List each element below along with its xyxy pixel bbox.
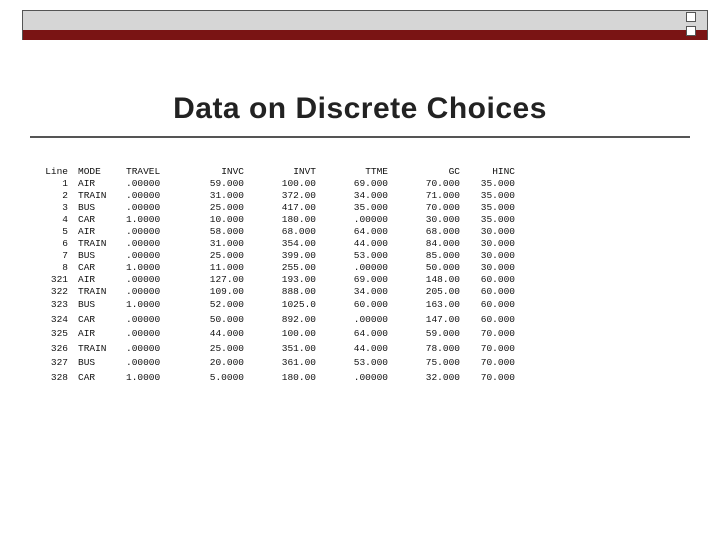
cell-line: 323 — [50, 299, 68, 310]
cell-line: 328 — [50, 371, 68, 383]
cell-invt: 351.00 — [281, 342, 316, 354]
cell-gc: 68.000 — [425, 226, 460, 237]
cell-ttme: 34.000 — [353, 286, 388, 297]
cell-line: 326 — [50, 342, 68, 354]
cell-travel: 1.0000 — [126, 262, 161, 273]
cell-mode: AIR — [78, 328, 96, 339]
header-mode: MODE — [78, 166, 101, 177]
header-invt: INVT — [293, 166, 316, 177]
header-line: Line — [45, 166, 68, 177]
cell-travel: .00000 — [126, 286, 161, 297]
cell-mode: BUS — [78, 250, 96, 261]
cell-travel: .00000 — [126, 328, 161, 339]
cell-invc: 11.000 — [209, 262, 244, 273]
cell-mode: TRAIN — [78, 238, 107, 249]
table-row — [30, 298, 515, 313]
table-row — [30, 356, 515, 371]
cell-hinc: 70.000 — [480, 371, 515, 383]
cell-mode: AIR — [78, 274, 96, 285]
cell-invt: 399.00 — [281, 250, 316, 261]
header-travel: TRAVEL — [126, 166, 161, 177]
cell-invt: 1025.0 — [281, 299, 316, 310]
cell-invc: 58.000 — [209, 226, 244, 237]
cell-travel: .00000 — [126, 226, 161, 237]
corner-decoration — [686, 12, 706, 40]
cell-ttme: 69.000 — [353, 178, 388, 189]
cell-gc: 71.000 — [425, 190, 460, 201]
cell-invt: 100.00 — [281, 328, 316, 339]
corner-square-top — [686, 12, 696, 22]
table-row — [30, 214, 515, 226]
cell-travel: .00000 — [126, 190, 161, 201]
cell-hinc: 60.000 — [480, 299, 515, 310]
table-row — [30, 202, 515, 214]
cell-gc: 50.000 — [425, 262, 460, 273]
cell-invc: 52.000 — [209, 299, 244, 310]
cell-invc: 59.000 — [209, 178, 244, 189]
table-body — [30, 178, 515, 385]
cell-invc: 44.000 — [209, 328, 244, 339]
table-header-row — [30, 166, 515, 178]
cell-mode: CAR — [78, 214, 96, 225]
cell-hinc: 60.000 — [480, 274, 515, 285]
cell-mode: TRAIN — [78, 286, 107, 297]
cell-line: 327 — [50, 357, 68, 368]
cell-mode: BUS — [78, 202, 96, 213]
table-row — [30, 178, 515, 190]
cell-hinc: 70.000 — [480, 328, 515, 339]
cell-line: 6 — [62, 238, 68, 249]
table-row — [30, 313, 515, 328]
table-row — [30, 262, 515, 274]
header-band — [22, 10, 708, 40]
title-underline — [30, 136, 690, 138]
cell-invt: 354.00 — [281, 238, 316, 249]
cell-gc: 163.00 — [425, 299, 460, 310]
cell-gc: 70.000 — [425, 178, 460, 189]
cell-invc: 25.000 — [209, 342, 244, 354]
cell-ttme: .00000 — [353, 262, 388, 273]
cell-mode: BUS — [78, 299, 96, 310]
header-ttme: TTME — [365, 166, 388, 177]
cell-hinc: 60.000 — [480, 286, 515, 297]
cell-hinc: 35.000 — [480, 190, 515, 201]
cell-invc: 10.000 — [209, 214, 244, 225]
cell-travel: 1.0000 — [126, 371, 161, 383]
cell-invt: 372.00 — [281, 190, 316, 201]
cell-gc: 59.000 — [425, 328, 460, 339]
cell-ttme: 69.000 — [353, 274, 388, 285]
cell-invt: 180.00 — [281, 214, 316, 225]
cell-mode: AIR — [78, 226, 96, 237]
cell-hinc: 35.000 — [480, 178, 515, 189]
cell-ttme: .00000 — [353, 214, 388, 225]
cell-hinc: 70.000 — [480, 342, 515, 354]
cell-mode: TRAIN — [78, 342, 107, 354]
cell-line: 4 — [62, 214, 68, 225]
cell-invt: 180.00 — [281, 371, 316, 383]
cell-gc: 84.000 — [425, 238, 460, 249]
cell-mode: AIR — [78, 178, 96, 189]
cell-line: 1 — [62, 178, 68, 189]
cell-travel: .00000 — [126, 313, 161, 325]
cell-gc: 70.000 — [425, 202, 460, 213]
cell-line: 3 — [62, 202, 68, 213]
cell-line: 321 — [50, 274, 68, 285]
cell-gc: 78.000 — [425, 342, 460, 354]
cell-invc: 31.000 — [209, 238, 244, 249]
cell-hinc: 60.000 — [480, 313, 515, 325]
cell-ttme: 35.000 — [353, 202, 388, 213]
cell-invc: 25.000 — [209, 250, 244, 261]
cell-invc: 20.000 — [209, 357, 244, 368]
cell-line: 8 — [62, 262, 68, 273]
cell-ttme: 53.000 — [353, 357, 388, 368]
cell-travel: 1.0000 — [126, 299, 161, 310]
table-row — [30, 190, 515, 202]
cell-travel: 1.0000 — [126, 214, 161, 225]
table-row — [30, 250, 515, 262]
cell-invt: 255.00 — [281, 262, 316, 273]
cell-mode: TRAIN — [78, 190, 107, 201]
cell-gc: 85.000 — [425, 250, 460, 261]
slide-title: Data on Discrete Choices — [173, 92, 547, 125]
cell-line: 7 — [62, 250, 68, 261]
header-hinc: HINC — [492, 166, 515, 177]
cell-gc: 148.00 — [425, 274, 460, 285]
cell-travel: .00000 — [126, 178, 161, 189]
cell-invt: 100.00 — [281, 178, 316, 189]
cell-travel: .00000 — [126, 202, 161, 213]
table-row — [30, 327, 515, 342]
cell-ttme: .00000 — [353, 313, 388, 325]
cell-invc: 127.00 — [209, 274, 244, 285]
cell-hinc: 70.000 — [480, 357, 515, 368]
discrete-choice-table — [30, 166, 515, 385]
cell-line: 324 — [50, 313, 68, 325]
table-row — [30, 238, 515, 250]
cell-gc: 32.000 — [425, 371, 460, 383]
table-row — [30, 274, 515, 286]
table-row — [30, 371, 515, 386]
cell-ttme: 60.000 — [353, 299, 388, 310]
cell-ttme: 64.000 — [353, 328, 388, 339]
cell-ttme: .00000 — [353, 371, 388, 383]
cell-hinc: 35.000 — [480, 214, 515, 225]
cell-hinc: 30.000 — [480, 238, 515, 249]
cell-travel: .00000 — [126, 274, 161, 285]
cell-gc: 205.00 — [425, 286, 460, 297]
header-gc: GC — [448, 166, 460, 177]
cell-ttme: 34.000 — [353, 190, 388, 201]
cell-line: 5 — [62, 226, 68, 237]
cell-hinc: 30.000 — [480, 250, 515, 261]
cell-invt: 417.00 — [281, 202, 316, 213]
cell-travel: .00000 — [126, 238, 161, 249]
header-band-gray — [23, 11, 707, 30]
header-band-red — [23, 30, 707, 40]
table-row — [30, 286, 515, 298]
cell-ttme: 44.000 — [353, 238, 388, 249]
cell-line: 325 — [50, 328, 68, 339]
cell-gc: 147.00 — [425, 313, 460, 325]
header-invc: INVC — [221, 166, 244, 177]
cell-invt: 892.00 — [281, 313, 316, 325]
cell-invt: 193.00 — [281, 274, 316, 285]
cell-gc: 30.000 — [425, 214, 460, 225]
cell-invc: 31.000 — [209, 190, 244, 201]
cell-line: 322 — [50, 286, 68, 297]
cell-travel: .00000 — [126, 342, 161, 354]
cell-invt: 361.00 — [281, 357, 316, 368]
cell-hinc: 35.000 — [480, 202, 515, 213]
cell-invc: 50.000 — [209, 313, 244, 325]
cell-invc: 109.00 — [209, 286, 244, 297]
cell-invc: 5.0000 — [209, 371, 244, 383]
cell-gc: 75.000 — [425, 357, 460, 368]
cell-hinc: 30.000 — [480, 226, 515, 237]
cell-ttme: 44.000 — [353, 342, 388, 354]
cell-invc: 25.000 — [209, 202, 244, 213]
cell-mode: CAR — [78, 371, 96, 383]
cell-hinc: 30.000 — [480, 262, 515, 273]
cell-ttme: 64.000 — [353, 226, 388, 237]
cell-mode: CAR — [78, 262, 96, 273]
corner-square-bottom — [686, 26, 696, 36]
cell-travel: .00000 — [126, 250, 161, 261]
table-row — [30, 226, 515, 238]
cell-ttme: 53.000 — [353, 250, 388, 261]
cell-travel: .00000 — [126, 357, 161, 368]
cell-invt: 68.000 — [281, 226, 316, 237]
cell-line: 2 — [62, 190, 68, 201]
cell-invt: 888.00 — [281, 286, 316, 297]
cell-mode: CAR — [78, 313, 96, 325]
cell-mode: BUS — [78, 357, 96, 368]
table-row — [30, 342, 515, 357]
